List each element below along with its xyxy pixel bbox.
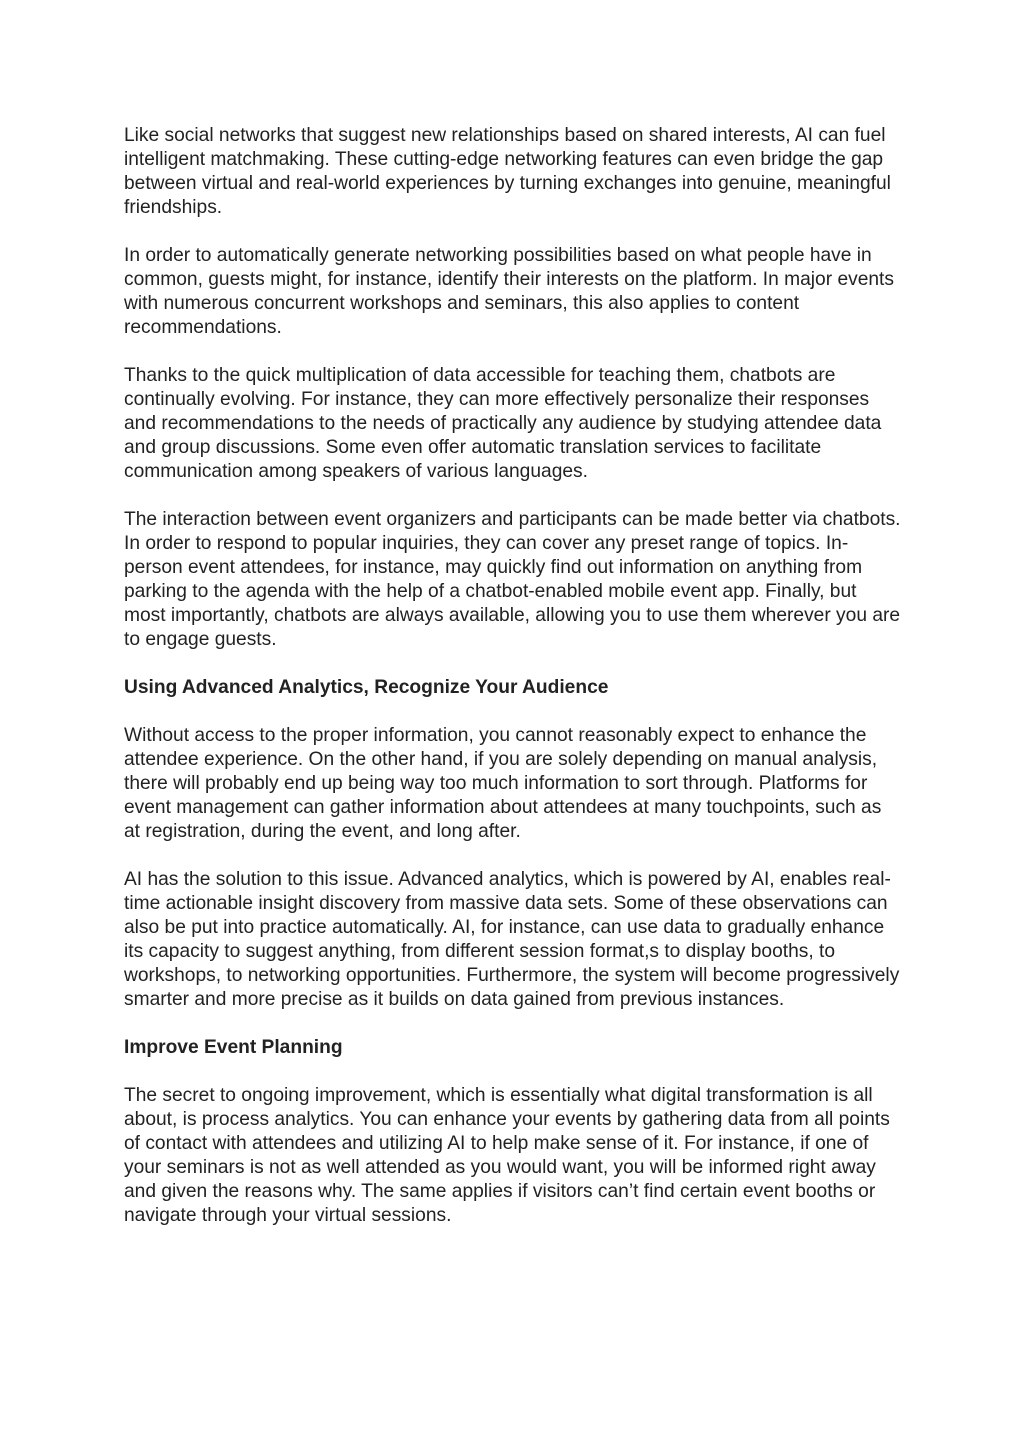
paragraph-ai-solution: AI has the solution to this issue. Advanced analytics, which is powered by AI, enables real-time actionable insight discovery from massive data sets. Some of these observations can also be put into practice automatically. AI, for instance, can use data to gradually enhance its capacity to suggest anything, from different session format,s to display booths, to workshops, to networking opportunities. Furthermore, the system will become progressively smarter and more precise as it builds on data gained from previous instances.: [124, 869, 900, 1010]
paragraph-proper-information: Without access to the proper information, you cannot reasonably expect to enhance the attendee experience. On the other hand, if you are solely depending on manual analysis, there will probably end up being way too much information to sort through. Platforms for event management can gather information about attendees at many touchpoints, such as at registration, during the event, and long after.: [124, 725, 882, 842]
paragraph-networking-possibilities: In order to automatically generate networking possibilities based on what people have in common, guests might, for instance, identify their interests on the platform. In major events with numerous concurrent workshops and seminars, this also applies to content recommendations.: [124, 245, 894, 338]
section-heading-advanced-analytics: Using Advanced Analytics, Recognize Your Audience: [124, 677, 609, 698]
paragraph-ai-matchmaking: Like social networks that suggest new relationships based on shared interests, AI can fuel intelligent matchmaking. These cutting-edge networking features can even bridge the gap between virtual and real-world experiences by turning exchanges into genuine, meaningful friendships.: [124, 125, 891, 218]
paragraph-chatbots-evolving: Thanks to the quick multiplication of data accessible for teaching them, chatbots are continually evolving. For instance, they can more effectively personalize their responses and recommendations to the needs of practically any audience by studying attendee data and group discussions. Some even offer automatic translation services to facilitate communication among speakers of various languages.: [124, 365, 882, 482]
paragraph-chatbots-interaction: The interaction between event organizers and participants can be made better via chatbots. In order to respond to popular inquiries, they can cover any preset range of topics. In-person event attendees, for instance, may quickly find out information on anything from parking to the agenda with the help of a chatbot-enabled mobile event app. Finally, but most importantly, chatbots are always available, allowing you to use them wherever you are to engage guests.: [124, 509, 901, 650]
paragraph-process-analytics: The secret to ongoing improvement, which is essentially what digital transformation is all about, is process analytics. You can enhance your events by gathering data from all points of contact with attendees and utilizing AI to help make sense of it. For instance, if one of your seminars is not as well attended as you would want, you will be informed right away and given the reasons why. The same applies if visitors can’t find certain event booths or navigate through your virtual sessions.: [124, 1085, 890, 1226]
section-heading-event-planning: Improve Event Planning: [124, 1037, 343, 1058]
document-body: [124, 124, 902, 1252]
